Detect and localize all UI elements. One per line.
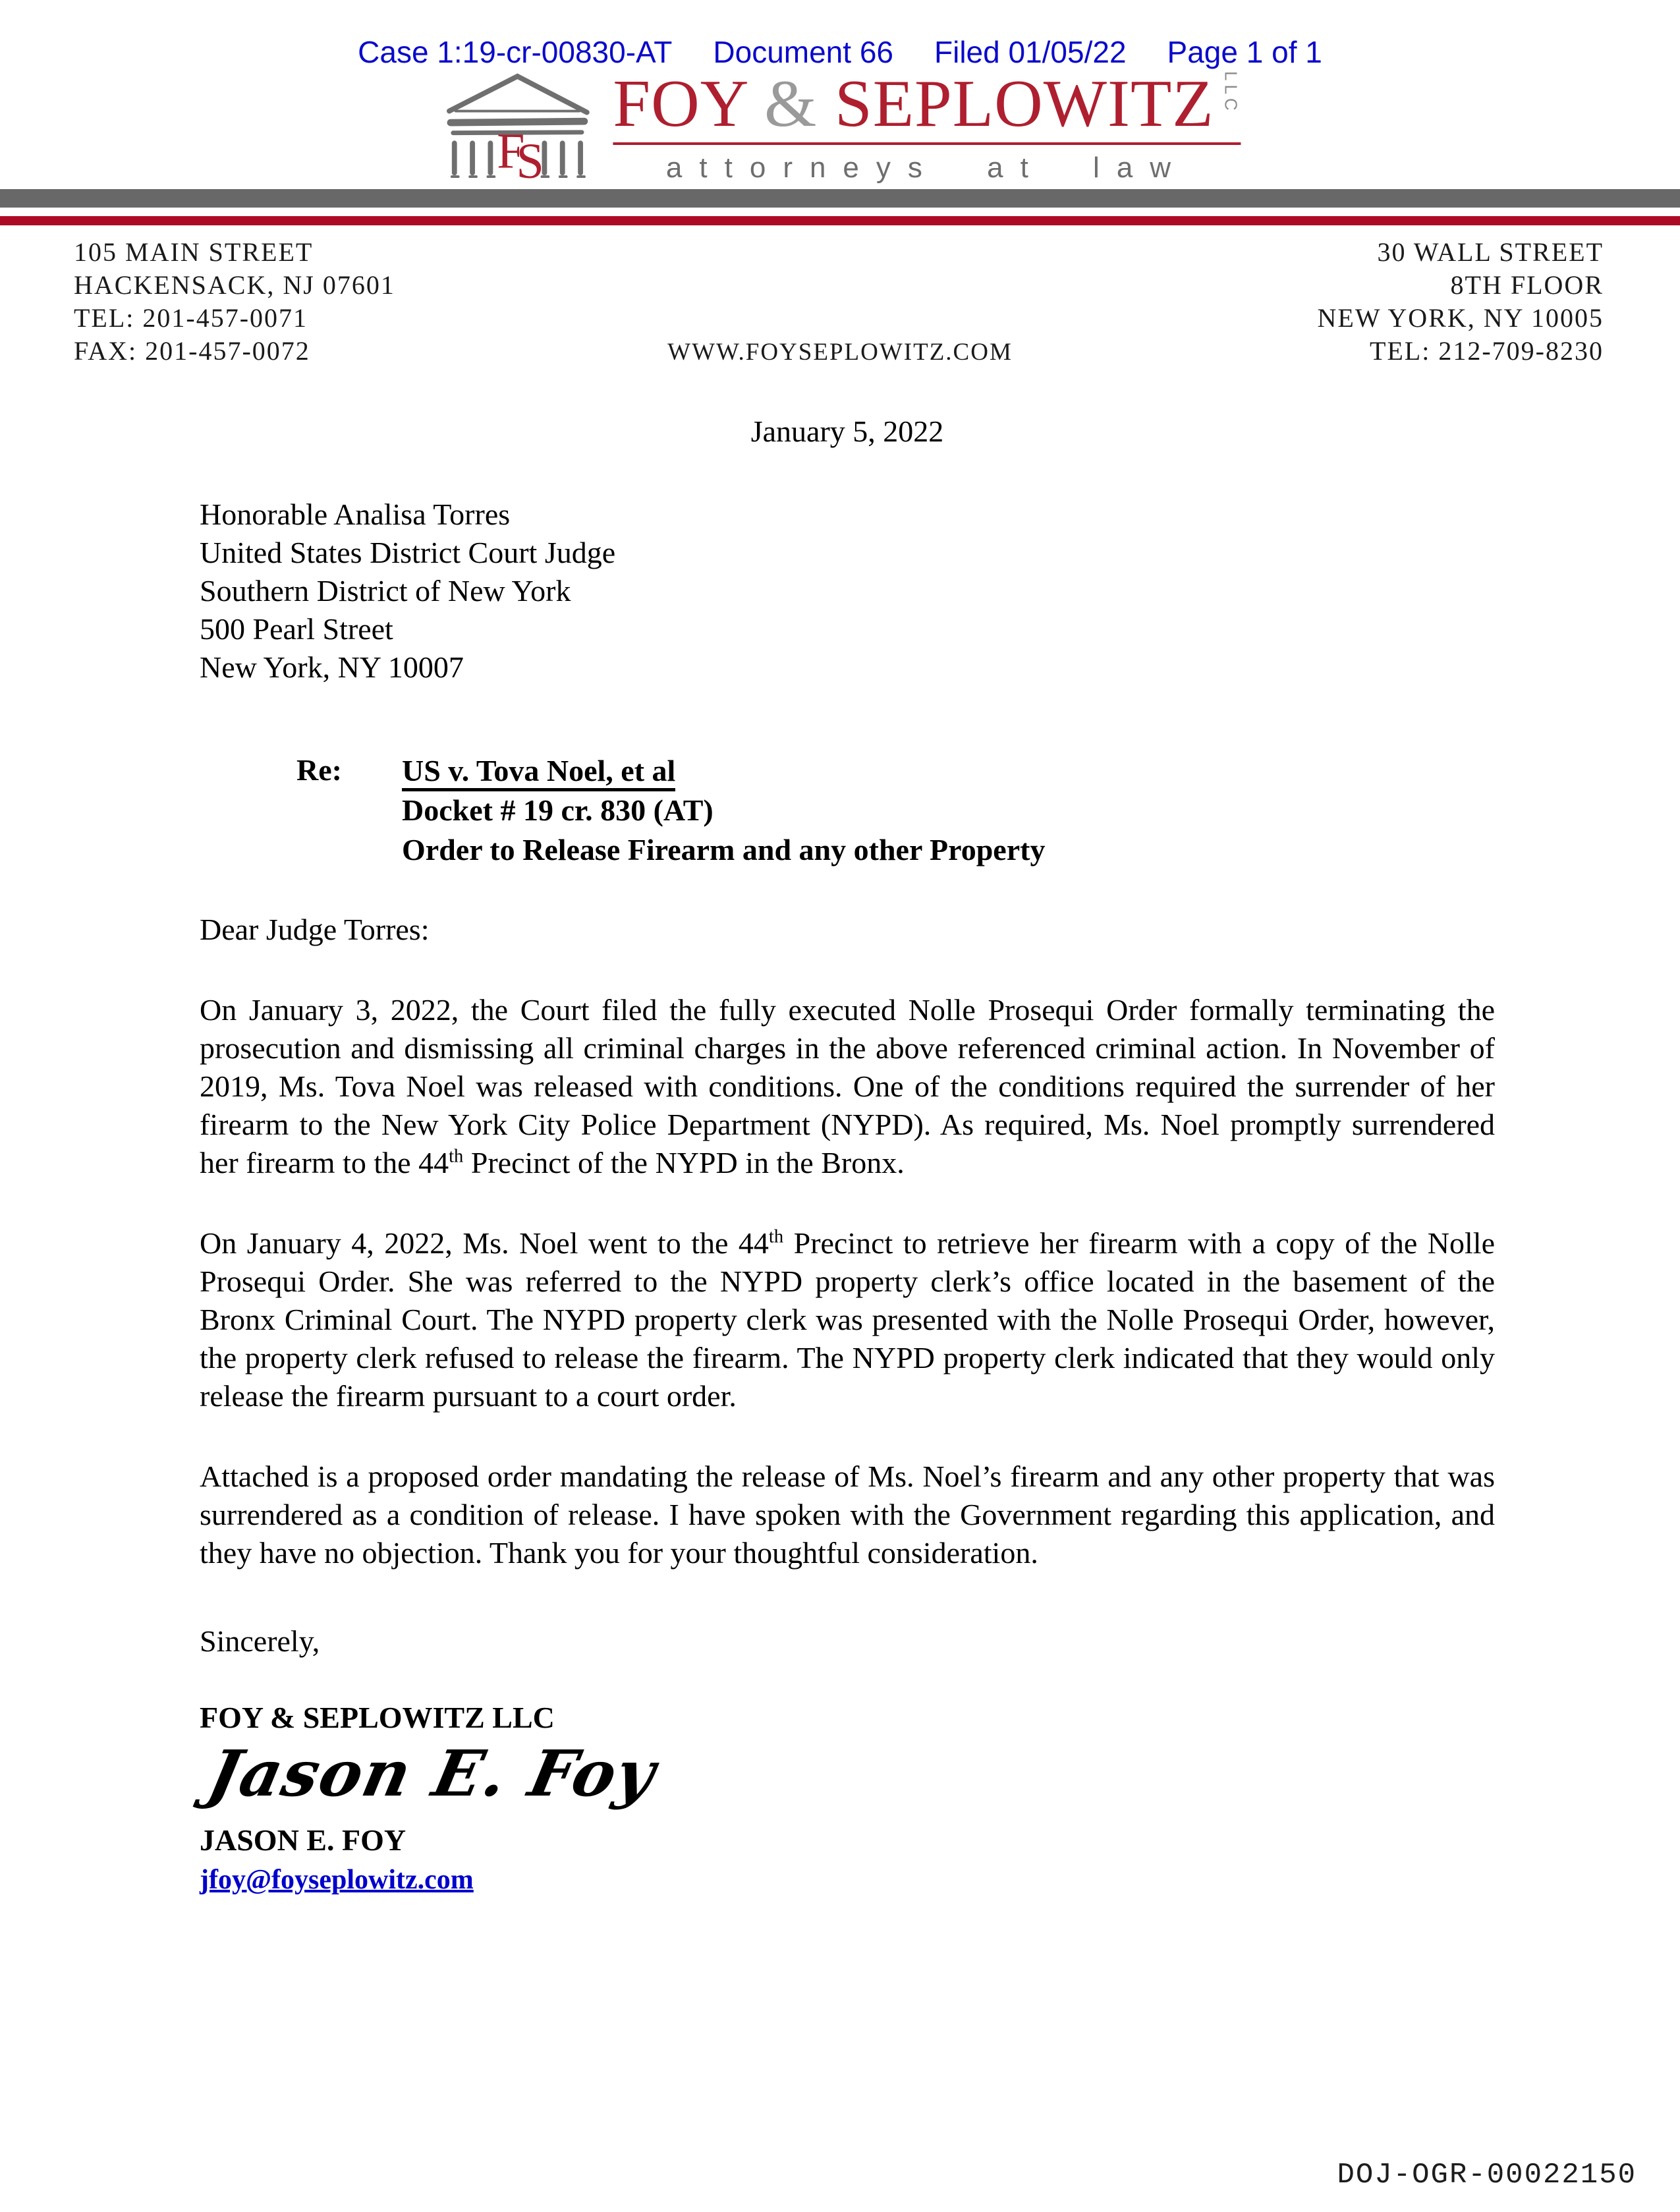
re-label: Re: xyxy=(296,753,342,787)
paragraph-3: Attached is a proposed order mandating the release of Ms. Noel’s firearm and any other property that was surrendered as a condition of release. I have spoken with the Government regarding this application, and they have no objection. Thank you for your thoughtful consideration. xyxy=(200,1460,1495,1570)
email-link[interactable]: jfoy@foyseplowitz.com xyxy=(200,1865,474,1895)
address-line: 105 MAIN STREET xyxy=(74,237,314,267)
document-number: Document 66 xyxy=(713,35,893,69)
firm-tagline: attorneys at law xyxy=(665,152,1189,184)
recipient-line: New York, NY 10007 xyxy=(200,650,464,684)
paragraph-2: On January 4, 2022, Ms. Noel went to the 44th Precinct to retrieve her firearm with a copy of the Nolle Prosequi Order. She was referred to the NYPD property clerk’s office located in the basement of the Bronx Criminal Court. The NYPD property clerk was presented with the Nolle Prosequi Order, however, the property clerk refused to release the firearm. The NYPD property clerk indicated that they would only release the firearm pursuant to a court order. xyxy=(200,1226,1495,1413)
recipient-line: Honorable Analisa Torres xyxy=(200,497,511,531)
firm-name-ampersand: & xyxy=(764,67,818,141)
logo-red-rule xyxy=(613,142,1241,145)
firm-name-foy: FOY xyxy=(613,67,765,141)
firm-logo-text xyxy=(613,67,1241,184)
firm-logo xyxy=(439,67,1241,184)
re-docket: Docket # 19 cr. 830 (AT) xyxy=(402,793,714,827)
re-lines xyxy=(402,751,1045,870)
re-case-name: US v. Tova Noel, et al xyxy=(402,751,1045,791)
handwritten-signature: Jason E. Foy xyxy=(202,1736,663,1811)
filed-date: Filed 01/05/22 xyxy=(934,35,1127,69)
signer-email-line xyxy=(200,1859,1495,1899)
recipient-address xyxy=(200,496,1495,687)
letter-body xyxy=(200,412,1495,1899)
firm-llc-vertical: LLC xyxy=(1221,71,1241,115)
firm-website: WWW.FOYSEPLOWITZ.COM xyxy=(667,339,1013,366)
address-line: TEL: 201-457-0071 xyxy=(74,303,308,333)
gray-divider-bar xyxy=(0,189,1680,208)
monogram-f: F xyxy=(497,123,525,179)
recipient-line: United States District Court Judge xyxy=(200,536,616,569)
case-stamp-header xyxy=(0,34,1680,70)
closing: Sincerely, xyxy=(200,1624,320,1658)
address-line: NEW YORK, NY 10005 xyxy=(1317,303,1604,333)
paragraph-1: On January 3, 2022, the Court filed the fully executed Nolle Prosequi Order formally terminating the prosecution and dismissing all criminal charges in the above referenced criminal action. In November of 2019, Ms. Tova Noel was released with conditions. One of the conditions required the surrender of her firearm to the New York City Police Department (NYPD). As required, Ms. Noel promptly surrendered her firearm to the 44th Precinct of the NYPD in the Bronx. xyxy=(200,993,1495,1179)
address-line: 8TH FLOOR xyxy=(1450,270,1604,300)
recipient-line: 500 Pearl Street xyxy=(200,612,393,646)
address-line: HACKENSACK, NJ 07601 xyxy=(74,270,395,300)
signer-name: JASON E. FOY xyxy=(200,1823,406,1857)
firm-signature-block-name: FOY & SEPLOWITZ LLC xyxy=(200,1701,555,1734)
monogram-s: S xyxy=(516,134,544,179)
case-number: Case 1:19-cr-00830-AT xyxy=(358,35,673,69)
firm-name xyxy=(613,67,1214,141)
recipient-line: Southern District of New York xyxy=(200,574,571,608)
address-line: 30 WALL STREET xyxy=(1377,237,1604,267)
salutation: Dear Judge Torres: xyxy=(200,913,430,946)
firm-name-seplowitz: SEPLOWITZ xyxy=(817,67,1214,141)
courthouse-column-icon xyxy=(439,71,596,179)
bates-number: DOJ-OGR-00022150 xyxy=(1337,2159,1637,2192)
red-divider-bar xyxy=(0,216,1680,225)
letter-date: January 5, 2022 xyxy=(750,414,944,448)
re-block xyxy=(200,751,1495,870)
re-subject: Order to Release Firearm and any other Property xyxy=(402,833,1046,866)
address-line: FAX: 201-457-0072 xyxy=(74,336,310,366)
office-address-ny xyxy=(1318,236,1604,368)
address-line: TEL: 212-709-8230 xyxy=(1369,336,1604,366)
page-count: Page 1 of 1 xyxy=(1167,35,1322,69)
